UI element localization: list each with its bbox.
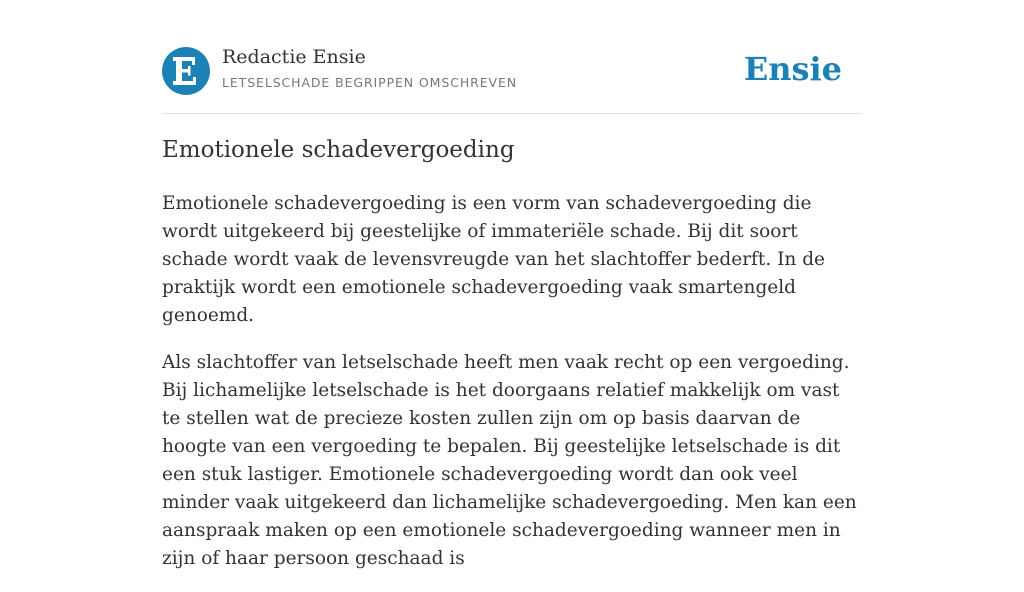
article-body — [162, 190, 862, 592]
article-paragraph: Als slachtoffer van letselschade heeft men vaak recht op een vergoeding. Bij lichamelijke letselschade is het doorgaans relatief makkelijk om vast te stellen wat de precieze kosten zullen zijn om op basis daarvan de hoogte van een vergoeding te bepalen. Bij geestelijke letselschade is dit een stuk lastiger. Emotionele schadevergoeding wordt dan ook veel minder vaak uitgekeerd dan lichamelijke schadevergoeding. Men kan een aanspraak maken op een emotionele schadevergoeding wanneer men in zijn of haar persoon geschaad is — [162, 352, 857, 569]
author-subtitle: LETSELSCHADE BEGRIPPEN OMSCHREVEN — [222, 75, 518, 90]
logo-letter-e — [162, 47, 210, 95]
article-title: Emotionele schadevergoeding — [162, 137, 515, 163]
ensie-logo-icon[interactable] — [162, 47, 210, 95]
brand-logo-link[interactable]: Ensie — [743, 50, 842, 88]
article-container — [162, 0, 862, 569]
author-name[interactable]: Redactie Ensie — [222, 46, 366, 68]
article-paragraph: Emotionele schadevergoeding is een vorm van schadevergoeding die wordt uitgekeerd bij geestelijke of immateriële schade. Bij dit soort schade wordt vaak de levensvreugde van het slachtoffer bederft. In de praktijk wordt een emotionele schadevergoeding vaak smartengeld genoemd. — [162, 193, 825, 326]
header — [162, 0, 862, 114]
